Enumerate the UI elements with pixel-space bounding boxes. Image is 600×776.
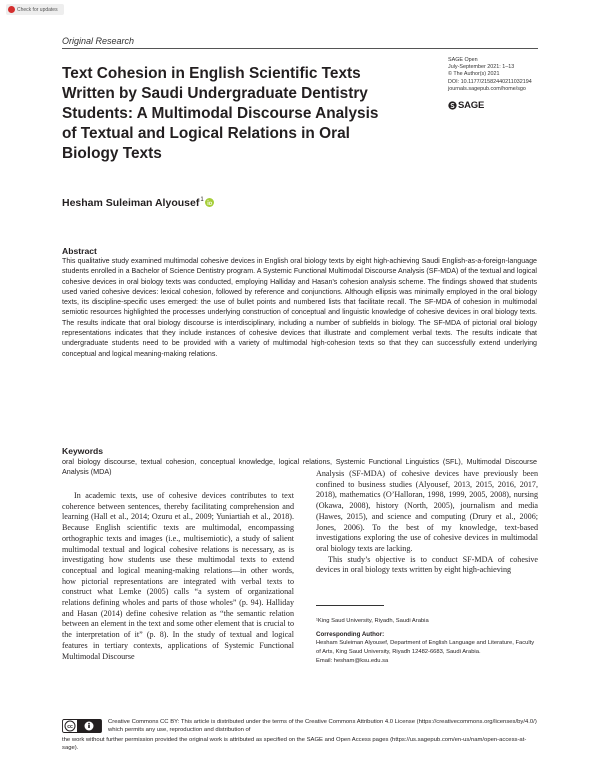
journal-issue: July-September 2021: 1–13 — [448, 64, 515, 71]
abstract-heading: Abstract — [62, 246, 97, 256]
sage-logo — [448, 100, 484, 111]
author-name: Hesham Suleiman Alyousef — [62, 197, 200, 209]
keywords-text: oral biology discourse, textual cohesion, conceptual knowledge, logical relations, Systemic Functional Linguistics (SFL), Multimodal Discourse Analysis (MDA) — [62, 457, 537, 477]
license-text: Creative Commons CC BY: This article is distributed under the terms of the Creative Commons Attribution 4.0 License (https://creativecommons.org/licenses/by/4.0/) which permits any use, reproduction and distribution of — [108, 719, 537, 734]
cc-by-license-icon[interactable] — [62, 719, 102, 733]
license-text-continued: the work without further permission provided the original work is attributed as specified on the SAGE and Open Access pages (https://us.sagepub.com/en-us/nam/open-access-at-sage). — [62, 737, 527, 752]
paragraph: Analysis (SF-MDA) of cohesive devices have previously been confined to business studies (Alyousef, 2013, 2015, 2016, 2017, 2018), mathematics (O’Halloran, 1998, 1999, 2005, 2008), nursing (Okawa, 2008), history (North, 2005), journalism and media (Hawes, 2015), and science and computing (Drury et al., 2006; Jones, 2006). To the best of my knowledge, text-based investigations exploring the use of cohesive devices in multimodal oral biology texts are lacking. — [316, 469, 538, 553]
corresponding-author-text: Hesham Suleiman Alyousef, Department of English Language and Literature, Faculty of Arts, King Saud University, Riyadh 12482-6683, Saudi Arabia. — [316, 640, 535, 656]
affiliation-footnote: ¹King Saud University, Riyadh, Saudi Arabia — [316, 618, 429, 624]
footnote-divider — [316, 605, 384, 606]
author-line — [62, 197, 214, 209]
sage-wordmark: SAGE — [458, 100, 485, 111]
email-link[interactable]: Email: hesham@ksu.edu.sa — [316, 657, 389, 664]
journal-meta — [448, 57, 573, 93]
footnotes — [316, 617, 538, 666]
orcid-icon[interactable] — [205, 198, 214, 207]
journal-name: SAGE Open — [448, 57, 478, 63]
check-for-updates-label: Check for updates — [17, 6, 58, 13]
keywords-heading: Keywords — [62, 446, 104, 456]
update-icon — [8, 6, 15, 13]
paragraph: This study’s objective is to conduct SF-MDA of cohesive devices in oral biology texts written by eight high-achieving — [316, 554, 538, 575]
article-type-label: Original Research — [62, 36, 135, 46]
abstract-text: This qualitative study examined multimodal cohesive devices in English oral biology texts by eight high-achieving Saudi English-as-a-foreign-language students enrolled in a Bachelor of Science Dentistry program. A Systemic Functional Multimodal Discourse Analysis (SF-MDA) of the textual and logical cohesive devices in oral biology texts was conducted, employing Halliday and Hasan's cohesion analysis scheme. The findings showed that students used varied cohesive devices: lexical cohesion, followed by reference and conjunctions. Although ellipsis was minimally employed in the oral biology texts, its discipline-specific uses emerged: the use of bullet points and numbered lists that facilitate recall. The SF-MDA of cohesion in multimodal semiotic resources highlighted the processes underlying construction of conceptual and linguistic knowledge of cohesive devices in oral biology texts. The results indicate that oral biology discourse is interdisciplinary, including a number of subfields in biology. The SF-MDA of pictorial oral biology representations indicates that they include instances of cohesive devices that illustrate and complement verbal texts. The results indicate that undergraduate students need to be provided with a variety of multimodal high-cohesion texts so that they can successfully extend underlying conceptual and logical meaning-making relations. — [62, 257, 537, 358]
article-title: Text Cohesion in English Scientific Texts Written by Saudi Undergraduate Dentistry Students: A Multimodal Discourse Analysis of Textual and Logical Relations in Oral Biology Texts — [62, 65, 379, 162]
journal-url-link[interactable]: journals.sagepub.com/home/sgo — [448, 85, 526, 92]
corresponding-author-heading: Corresponding Author: — [316, 630, 385, 638]
check-for-updates-badge[interactable] — [6, 4, 64, 15]
paragraph: In academic texts, use of cohesive devices contributes to text coherence between sentences, thereby facilitating comprehension and learning (Hall et al., 2014; Ozuru et al., 2009; Yuniartiah et al., 2018). Because English scientific texts are multimodal, encompassing orthographic texts and images (i.e., multisemiotic), a study of salient multimodal textual and logical cohesive relations is necessary, as is investigating how students use these multimodal texts to extend conceptual and logical meaning-making relations—in other words, how pictorial representations are integrated with verbal texts to construct what Lemke (2005) calls “a system of organizational relations defining wholes and parts of those wholes” (p. 94). Halliday and Hasan (2014) define cohesive relation as “the semantic relation between an element in the text and some other element that is crucial to the interpretation of it” (p. 8). In the study of textual and logical features in tertiary contexts, applications of Systemic Functional Multimodal Discourse — [62, 491, 294, 661]
copyright: © The Author(s) 2021 — [448, 71, 500, 78]
svg-text:cc: cc — [67, 723, 73, 730]
header-divider — [62, 48, 538, 49]
sage-mark-icon — [448, 101, 457, 110]
doi-link[interactable]: DOI: 10.1177/21582440211032194 — [448, 78, 532, 85]
body-column-right — [316, 469, 538, 576]
body-column-left — [62, 491, 294, 662]
affiliation-mark: 1 — [200, 197, 204, 203]
